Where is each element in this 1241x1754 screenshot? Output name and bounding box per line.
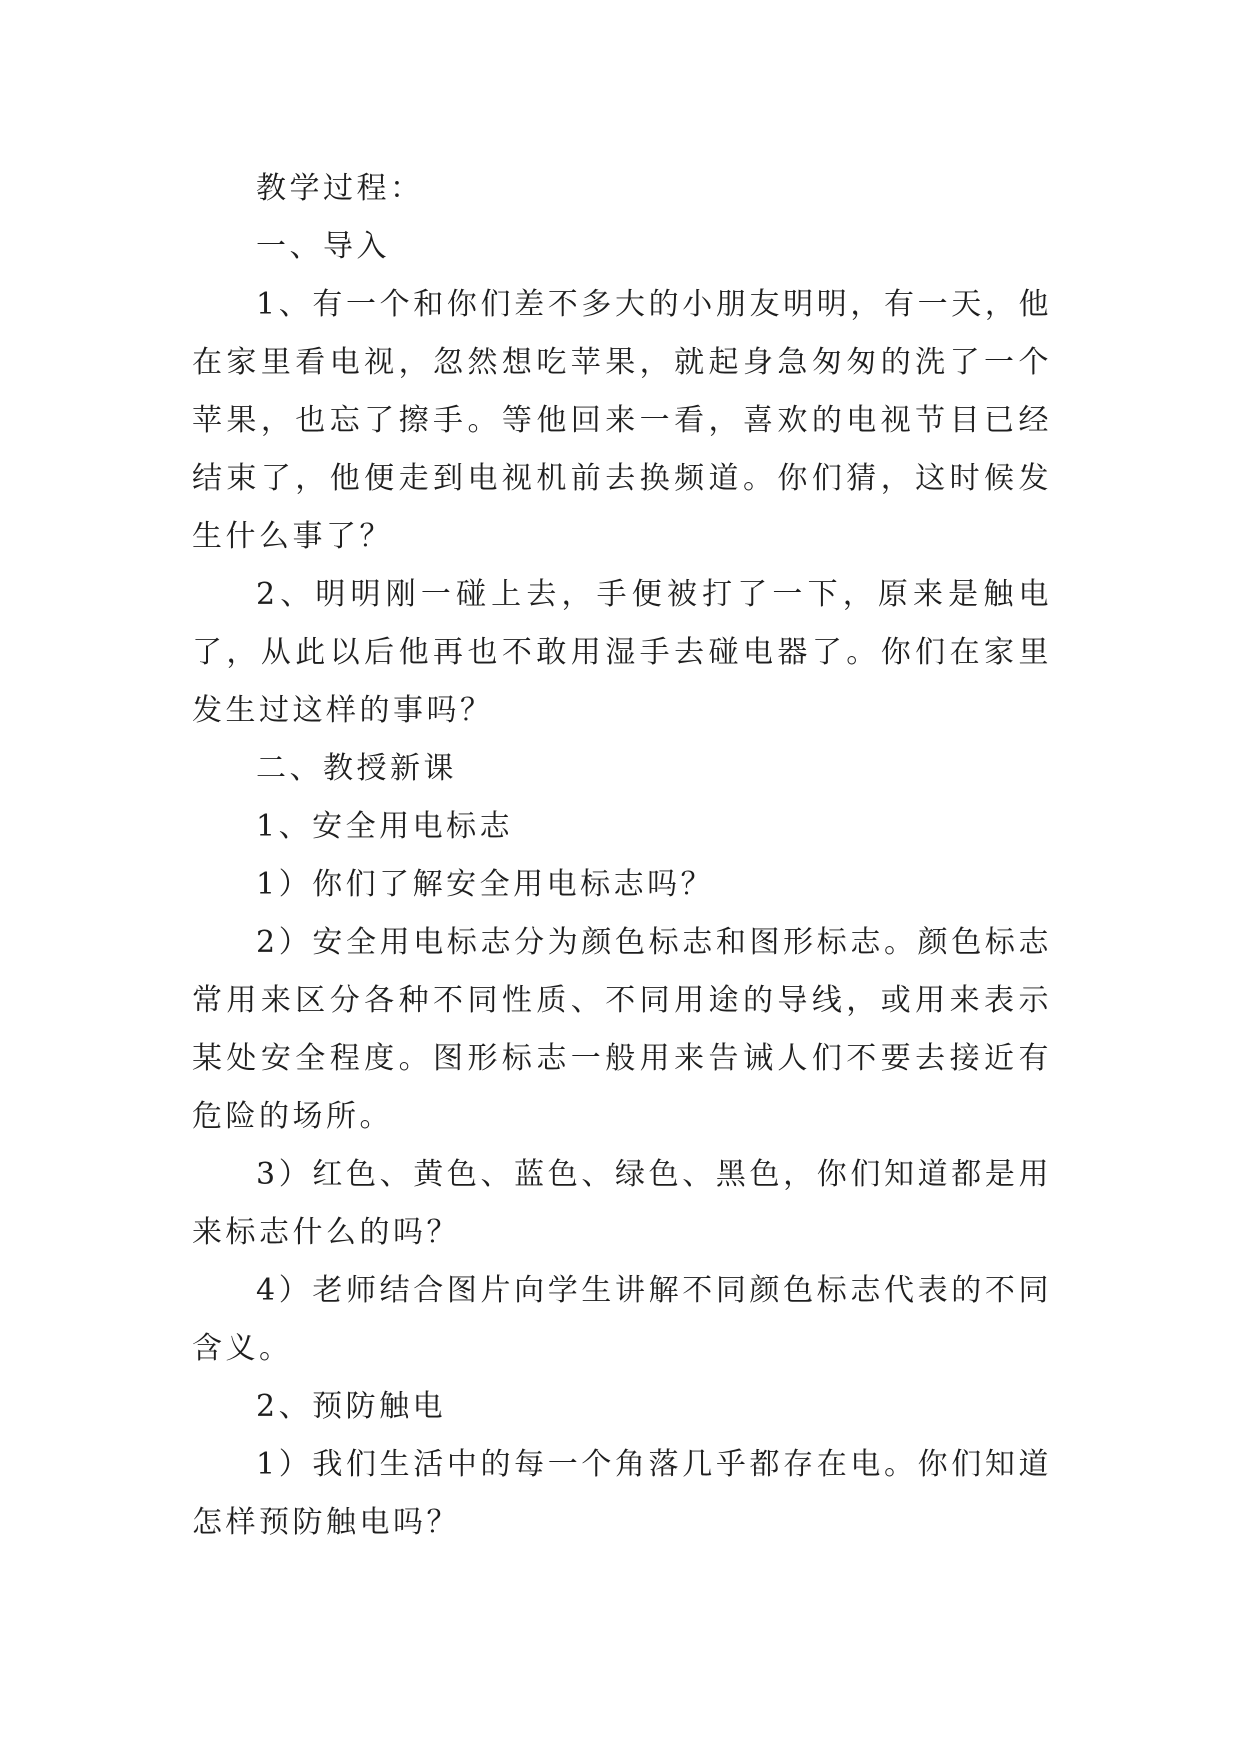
paragraph-prevent-question: 1）我们生活中的每一个角落几乎都存在电。你们知道怎样预防触电吗？: [192, 1447, 1052, 1540]
subheading-safety-signs: 1、安全用电标志: [256, 809, 514, 844]
paragraph-sign-types: 2）安全用电标志分为颜色标志和图形标志。颜色标志常用来区分各种不同性质、不同用途的导线，或用来表示某处安全程度。图形标志一般用来告诫人们不要去接近有危险的场所。: [192, 925, 1052, 1134]
paragraph-story-mingming: 1、有一个和你们差不多大的小朋友明明，有一天，他在家里看电视，忽然想吃苹果，就起身急匆匆的洗了一个苹果，也忘了擦手。等他回来一看，喜欢的电视节目已经结束了，他便走到电视机前去换频道。你们猜，这时候发生什么事了？: [192, 287, 1052, 554]
section-heading-introduction: 一、导入: [256, 229, 390, 264]
heading-teaching-process: 教学过程：: [256, 171, 424, 206]
paragraph-electric-shock: 2、明明刚一碰上去，手便被打了一下，原来是触电了，从此以后他再也不敢用湿手去碰电器了。你们在家里发生过这样的事吗？: [192, 577, 1052, 728]
section-heading-new-lesson: 二、教授新课: [256, 751, 457, 786]
subheading-prevent-shock: 2、预防触电: [256, 1389, 447, 1424]
paragraph-teacher-explains: 4）老师结合图片向学生讲解不同颜色标志代表的不同含义。: [192, 1273, 1052, 1366]
paragraph-question-signs: 1）你们了解安全用电标志吗？: [256, 867, 715, 902]
paragraph-sign-colors: 3）红色、黄色、蓝色、绿色、黑色，你们知道都是用来标志什么的吗？: [192, 1157, 1052, 1250]
document-body: [192, 160, 1052, 1552]
